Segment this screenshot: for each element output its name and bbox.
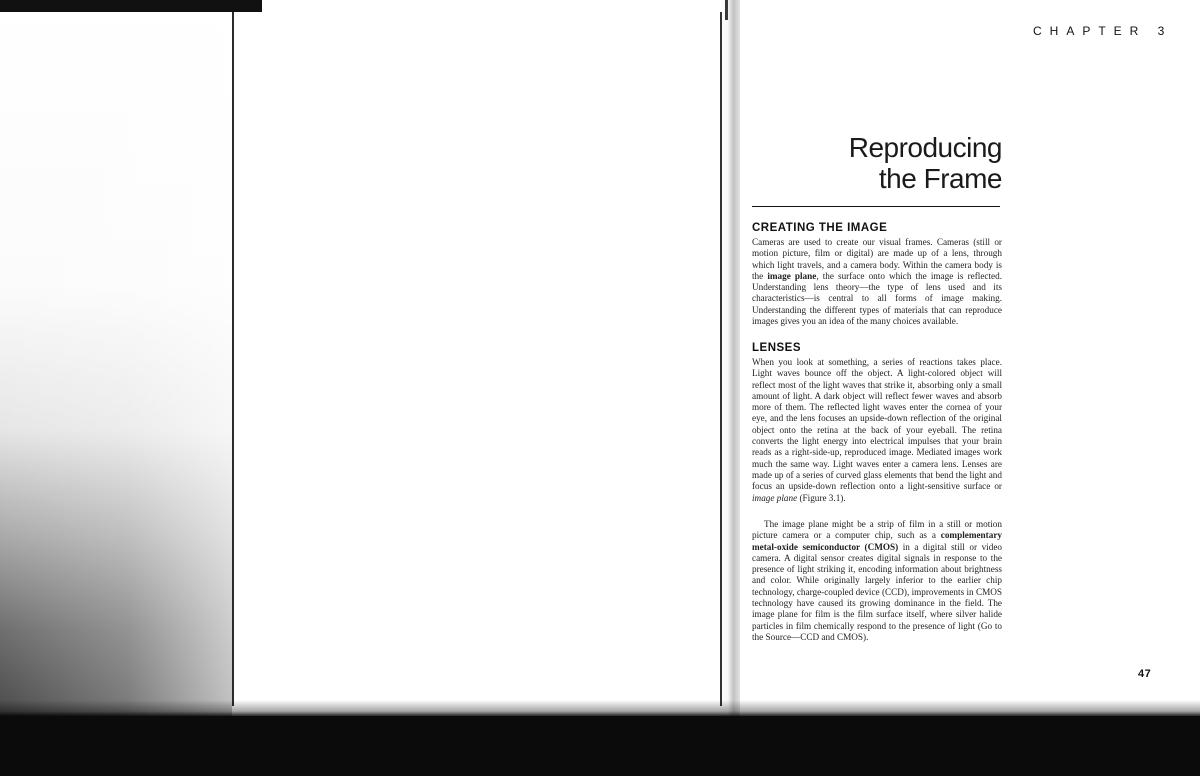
text-run: Cameras are used to create our visual frames. Cameras (still or motion picture, film or digital) are made up of a lens, through which light travels, and a camera body. Within the camera body is the bbox=[752, 237, 1002, 281]
text-run: , the surface onto which the image is reflected. Understanding lens theory—the type of lens used and its characteristics—is central to all forms of image making. Understanding the different types of materials that can reproduce images gives you an idea of the many choices available. bbox=[752, 270, 1002, 327]
left-margin-scan-highlight bbox=[0, 0, 232, 716]
top-scan-edge bbox=[0, 0, 262, 12]
page-number: 47 bbox=[1138, 668, 1152, 680]
bottom-scan-edge bbox=[0, 716, 1200, 776]
left-page-blank bbox=[232, 12, 722, 706]
chapter-title-line-2: the Frame bbox=[878, 163, 1002, 194]
section-1-paragraph-1 bbox=[752, 237, 1002, 327]
title-rule bbox=[752, 206, 1000, 207]
text-run: (Figure 3.1). bbox=[797, 492, 846, 503]
section-2-paragraph-1 bbox=[752, 357, 1002, 504]
chapter-title bbox=[849, 132, 1002, 194]
section-heading-creating-the-image: CREATING THE IMAGE bbox=[752, 222, 888, 234]
text-run: in a digital still or video camera. A digital sensor creates digital signals in response to the presence of light striking it, encoding information about brightness and color. While originally largely inferior to the earlier chip technology, charge-coupled device (CCD), improvements in CMOS technology have caused its growing dominance in the field. The image plane for film is the film surface itself, where silver halide particles in film chemically respond to the presence of light (Go to the Source—CCD and CMOS). bbox=[752, 541, 1002, 642]
chapter-label: CHAPTER 3 bbox=[1033, 24, 1173, 38]
bold-term: image plane bbox=[767, 270, 817, 281]
bottom-scan-shadow bbox=[0, 700, 1200, 716]
chapter-title-line-1: Reproducing bbox=[848, 132, 1002, 163]
section-2-paragraph-2 bbox=[752, 519, 1002, 643]
section-heading-lenses: LENSES bbox=[752, 342, 802, 354]
italic-term: image plane bbox=[752, 492, 798, 503]
text-run: The image plane might be a strip of film in a still or motion picture camera or a computer chip, such as a bbox=[752, 519, 1002, 541]
bold-term: complementary metal-oxide semiconductor (CMOS) bbox=[752, 530, 1002, 552]
text-run: When you look at something, a series of reactions takes place. Light waves bounce off the object. A light-colored object will reflect most of the light waves that strike it, absorbing only a small amount of light. A dark object will reflect fewer waves and absorb more of them. The reflected light waves enter the cornea of your eye, and the lens focuses an upside-down reflection of the original object onto the retina at the back of your eyeball. The retina converts the light energy into electrical impulses that your brain reads as a right-side-up, reproduced image. Mediated images work much the same way. Light waves enter a camera lens. Lenses are made up of a series of curved glass elements that bend the light and focus an upside-down reflection onto a light-sensitive surface or bbox=[752, 357, 1002, 492]
